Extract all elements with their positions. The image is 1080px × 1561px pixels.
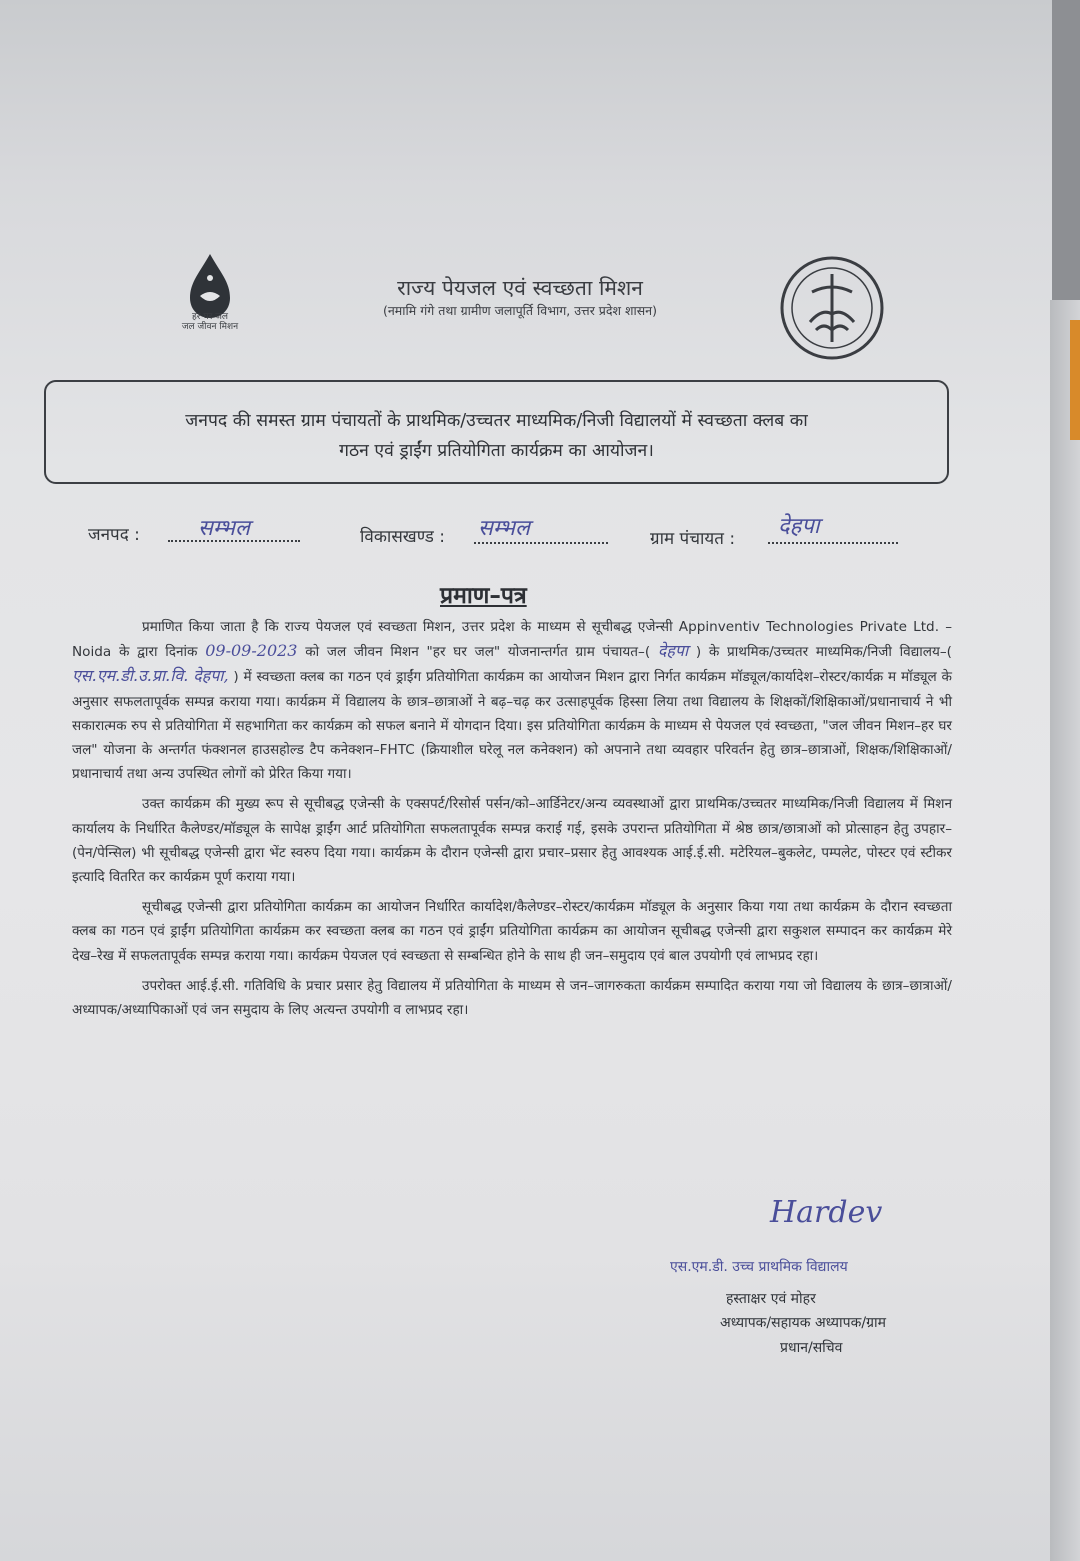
- background-page-edge: [1050, 300, 1080, 1561]
- logo-caption-line1: हर घर जल: [192, 312, 228, 322]
- notice-line2: गठन एवं ड्राईंग प्रतियोगिता कार्यक्रम का आयोजन।: [339, 441, 654, 461]
- panchayat-label: ग्राम पंचायत :: [650, 529, 736, 549]
- block-value: सम्भल: [478, 516, 530, 541]
- notice-line1: जनपद की समस्त ग्राम पंचायतों के प्राथमिक/उच्चतर माध्यमिक/निजी विद्यालयों में स्वच्छता क्लब का: [185, 411, 808, 431]
- paragraph-3: सूचीबद्ध एजेन्सी द्वारा प्रतियोगिता कार्यक्रम का आयोजन निर्धारित कार्यादेश/कैलेण्डर–रोस्टर/कार्यक्रम मॉड्यूल के अनुसार किया गया तथा कार्यक्रम के दौरान स्वच्छता क्लब का गठन एवं ड्राईंग प्रतियोगिता कार्यक्रम कर स्वच्छता क्लब का गठन एवं ड्राईंग प्रतियोगिता कार्यक्रम का आयोजन सूचीबद्ध एजेन्सी द्वारा सकुशल सम्पादन कर कार्यक्रम मेरे देख–रेख में सफलतापूर्वक सम्पन्न कराया गया। कार्यक्रम पेयजल एवं स्वच्छता से सम्बन्धित होने के साथ ही जन–समुदाय एवं बाल उपयोगी एवं लाभप्रद रहा।: [72, 899, 952, 964]
- school-filled-line2: देहपा,: [193, 666, 229, 686]
- logo-caption: [160, 312, 260, 332]
- notice-box: [44, 380, 949, 484]
- role-line2: प्रधान/सचिव: [780, 1340, 843, 1356]
- para1-intro: प्रमाणित किया जाता है कि राज्य पेयजल एवं स्वच्छता मिशन, उत्तर प्रदेश के माध्यम से सूचीबद्ध एजेन्सी Appinventiv Technologies Private Ltd. – Noida के द्वारा दिनांक: [72, 619, 952, 661]
- panchayat-dots: [768, 542, 898, 544]
- mission-subtitle: (नमामि गंगे तथा ग्रामीण जलापूर्ति विभाग, उत्तर प्रदेश शासन): [382, 303, 657, 318]
- para1-body: ) में स्वच्छता क्लब का गठन एवं ड्राईंग प्रतियोगिता कार्यक्रम का आयोजन मिशन द्वारा निर्गत कार्यक्रम मॉड्यूल/कार्यादेश–रोस्टर/कार्यक्र म मॉड्यूल के अनुसार सफलतापूर्वक सम्पन्न कराया गया। कार्यक्रम में विद्यालय के छात्र–छात्राओं ने बढ़–चढ़ कर उत्साहपूर्वक हिस्सा लिया तथा विद्यालय के शिक्षकों/शिक्षिकाओं/प्रधानाचार्य ने भी सकारात्मक रुप से प्रतियोगिता में सहभागिता कर कार्यक्रम को सफल बनाने में योगदान दिया। इस प्रतियोगिता कार्यक्रम के माध्यम से पेयजल एवं स्वच्छता, "जल जीवन मिशन–हर घर जल" योजना के अन्तर्गत फंक्शनल हाउसहोल्ड टैप कनेक्शन–FHTC (क्रियाशील घरेलू नल कनेक्शन) को अपनाने तथा व्यवहार परिवर्तन हेतु छात्र–छात्राओं, शिक्षक/शिक्षिकाओं/प्रधानाचार्य तथा अन्य उपस्थित लोगों को प्रेरित किया गया।: [72, 669, 952, 783]
- sign-and-seal-label: हस्ताक्षर एवं मोहर: [726, 1291, 816, 1307]
- school-stamp: एस.एम.डी. उच्च प्राथमिक विद्यालय: [670, 1259, 848, 1275]
- handwritten-signature: Hardev: [770, 1195, 883, 1230]
- mission-title: राज्य पेयजल एवं स्वच्छता मिशन: [397, 276, 643, 300]
- paragraph-4: उपरोक्त आई.ई.सी. गतिविधि के प्रचार प्रसार हेतु विद्यालय में प्रतियोगिता के माध्यम से जन–जागरुकता कार्यक्रम सम्पादित कराया गया जो विद्यालय के छात्र–छात्राओं/अध्यापक/अध्यापिकाओं एवं जन समुदाय के लिए अत्यन्त उपयोगी व लाभप्रद रहा।: [72, 977, 952, 1019]
- role-line1: अध्यापक/सहायक अध्यापक/ग्राम: [720, 1315, 886, 1331]
- up-government-emblem-icon: [780, 252, 884, 364]
- para1-scheme: को जल जीवन मिशन "हर घर जल" योजनान्तर्गत ग्राम पंचायत–(: [305, 644, 651, 661]
- block-label: विकासखण्ड :: [360, 527, 446, 547]
- certificate-title: प्रमाण–पत्र: [440, 583, 527, 609]
- panchayat-value: देहपा: [778, 514, 820, 539]
- paragraph-2: उक्त कार्यक्रम की मुख्य रूप से सूचीबद्ध एजेन्सी के एक्सपर्ट/रिसोर्स पर्सन/को–आर्डिनेटर/अन्य व्यवस्थाओं द्वारा प्राथमिक/उच्चतर माध्यमिक/निजी विद्यालय में मिशन कार्यालय के निर्धारित कैलेण्डर/मॉड्यूल के सापेक्ष ड्राईंग आर्ट प्रतियोगिता सफलतापूर्वक सम्पन्न कराई गई, इसके उपरान्त प्रतियोगिता में श्रेष्ठ छात्र/छात्राओं को प्रोत्साहन हेतु उपहार–(पेन/पेन्सिल) भी सूचीबद्ध एजेन्सी द्वारा भेंट स्वरुप दिया गया। कार्यक्रम के दौरान एजेन्सी द्वारा प्रचार–प्रसार हेतु आवश्यक आई.ई.सी. मटेरियल–बुकलेट, पम्पलेट, पोस्टर एवं स्टीकर इत्यादि वितरित कर कार्यक्रम पूर्ण कराया गया।: [72, 796, 952, 886]
- panchayat-filled: देहपा: [657, 641, 689, 661]
- school-filled: एस.एम.डी.उ.प्रा.वि.: [72, 666, 189, 686]
- certificate-body: [72, 615, 952, 1028]
- logo-caption-line2: जल जीवन मिशन: [181, 322, 239, 332]
- paragraph-1: [72, 615, 952, 786]
- block-dots: [474, 542, 608, 544]
- date-filled: 09-09-2023: [205, 641, 298, 661]
- har-ghar-jal-logo-icon: [160, 248, 260, 348]
- background-orange-edge: [1070, 320, 1080, 440]
- para1-school-intro: ) के प्राथमिक/उच्चतर माध्यमिक/निजी विद्यालय–(: [695, 644, 952, 661]
- district-value: सम्भल: [198, 516, 250, 541]
- district-label: जनपद :: [88, 525, 140, 545]
